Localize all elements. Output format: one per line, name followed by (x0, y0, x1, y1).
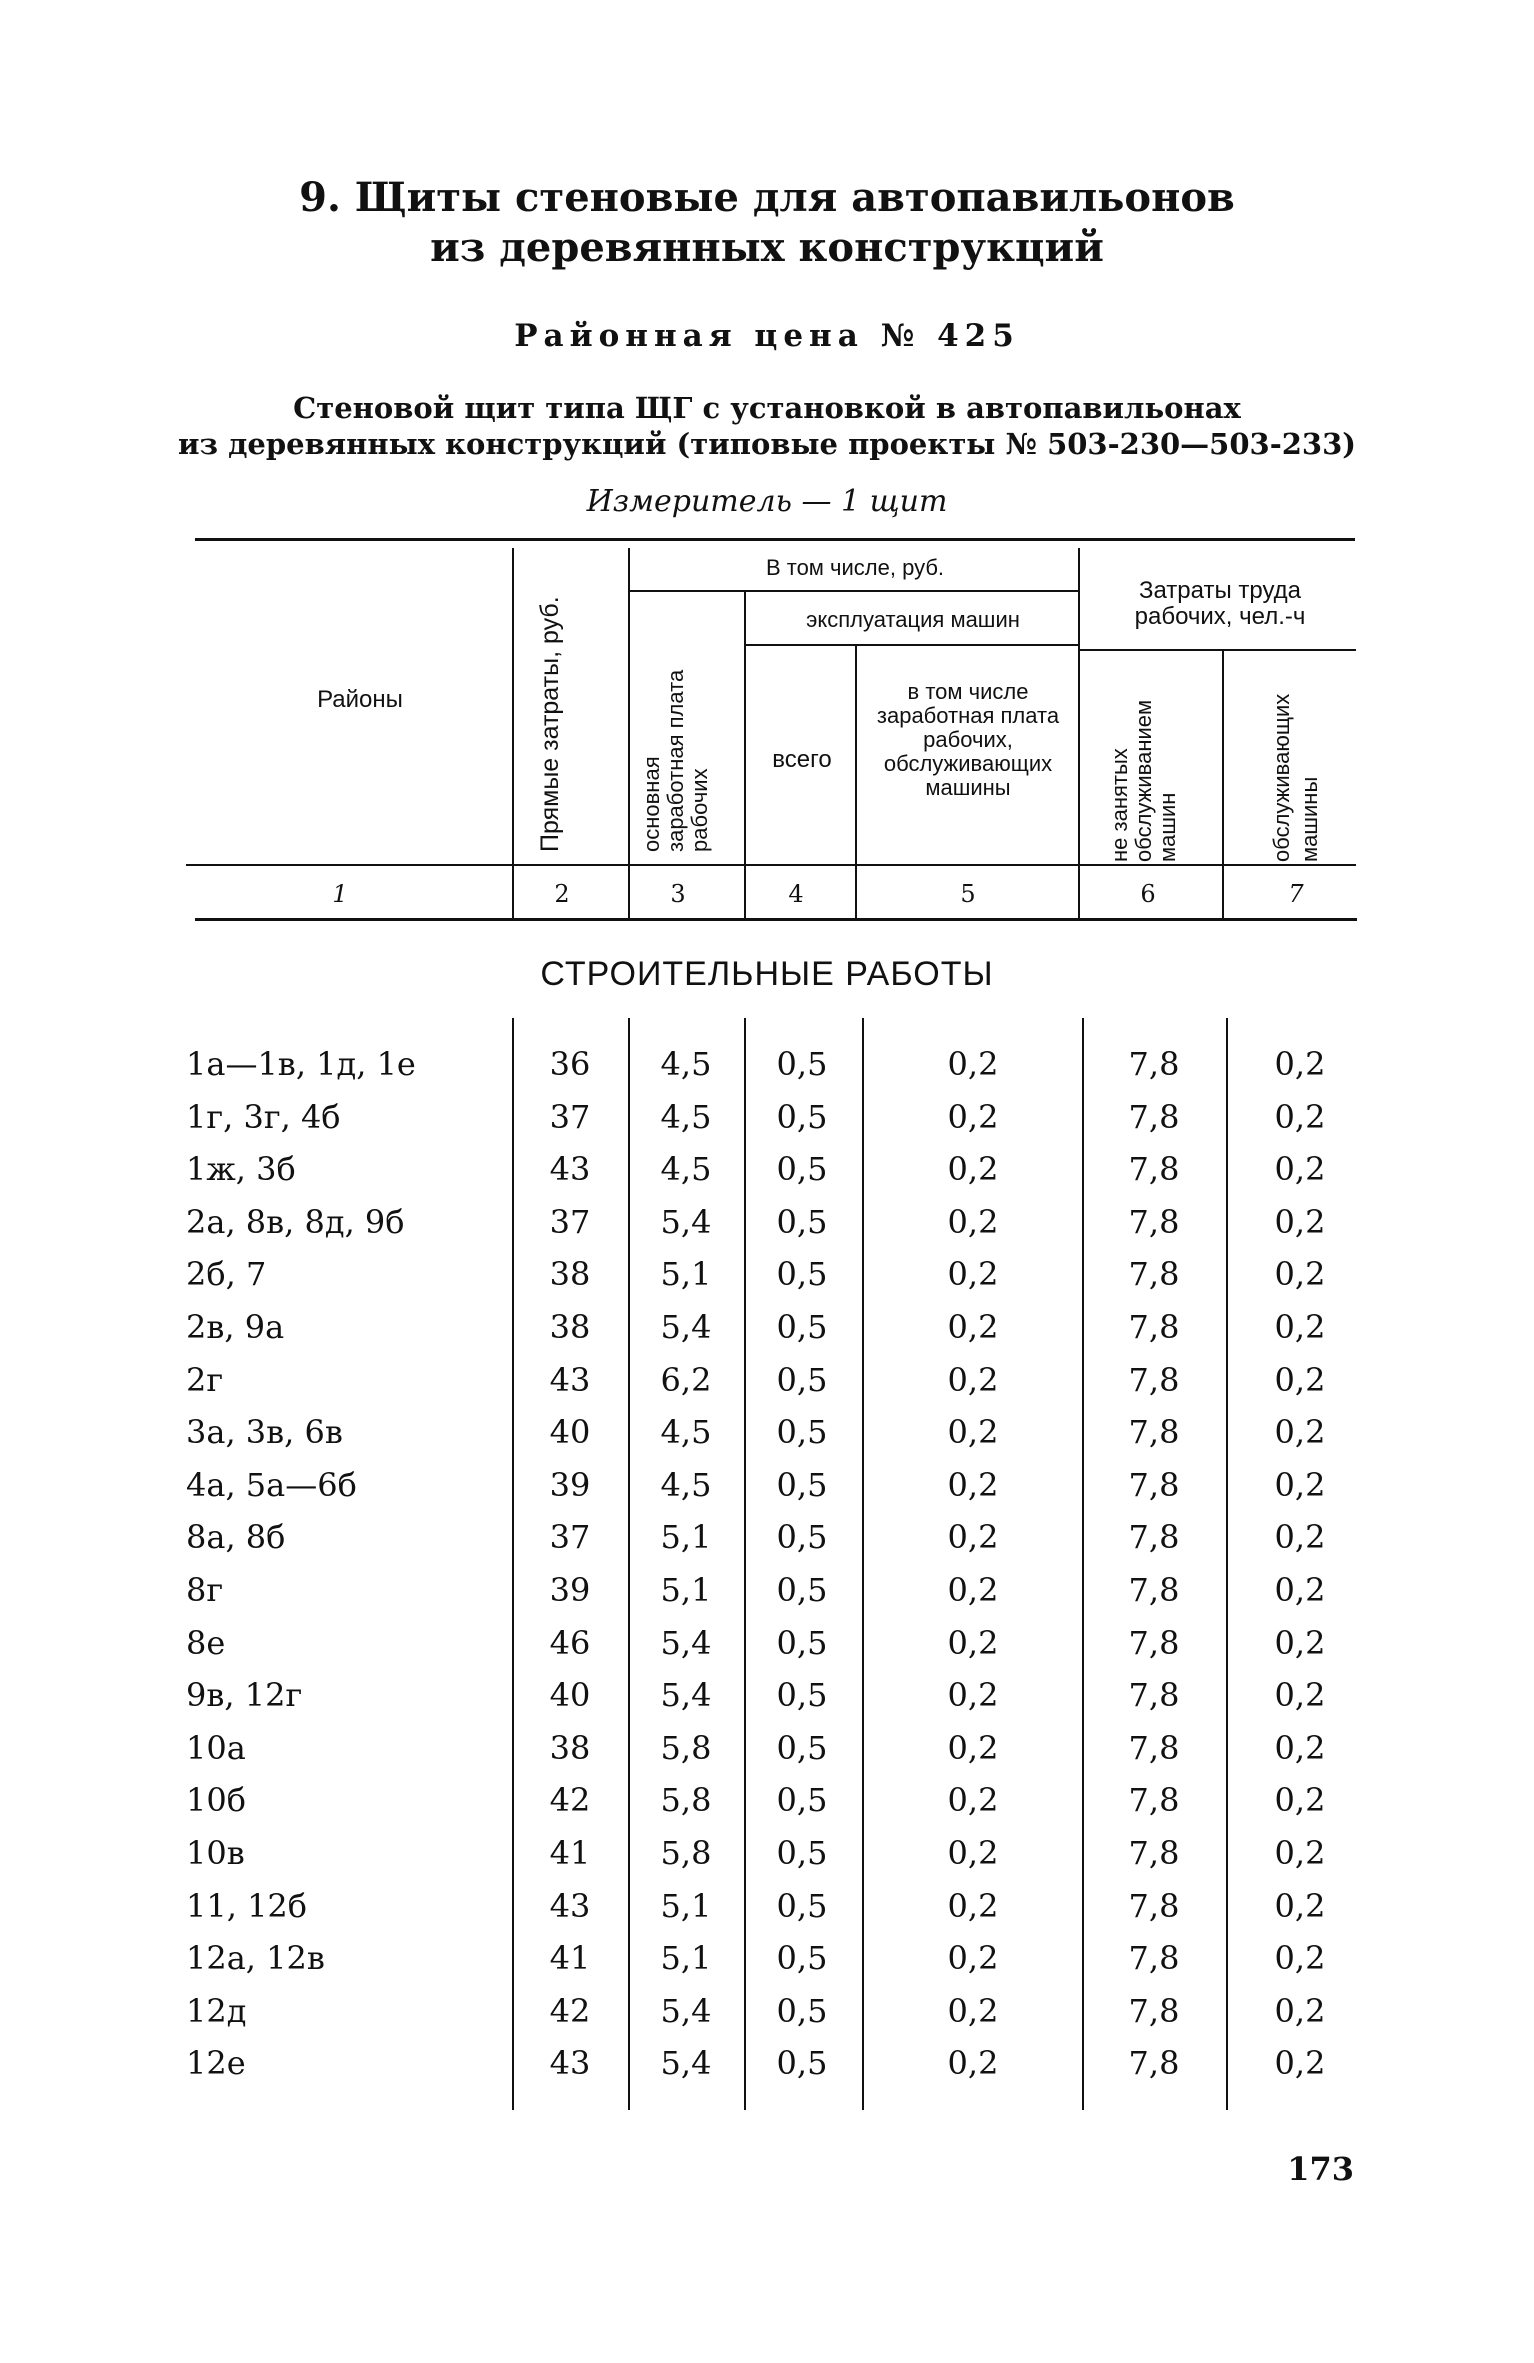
value-cell-c2: 42 (549, 1781, 591, 1820)
value-cell-c6: 7,8 (1128, 1676, 1180, 1715)
value-cell-c7: 0,2 (1274, 1465, 1326, 1504)
district-cell: 11, 12б (186, 1886, 308, 1925)
value-cell-c2: 40 (549, 1413, 591, 1452)
value-cell-c6: 7,8 (1128, 1255, 1180, 1294)
district-cell: 1а—1в, 1д, 1е (186, 1045, 416, 1083)
value-cell-c7: 0,2 (1274, 2044, 1326, 2083)
value-cell-c3: 4,5 (660, 1413, 712, 1452)
table-row (0, 1406, 1534, 1458)
value-cell-c6: 7,8 (1128, 1781, 1180, 1820)
value-cell-c2: 46 (549, 1623, 591, 1662)
header-machine-operation: эксплуатация машин (806, 607, 1020, 632)
value-cell-c5: 0,2 (947, 1886, 999, 1925)
value-cell-c7: 0,2 (1274, 1991, 1326, 2030)
value-cell-c4: 0,5 (776, 1518, 828, 1557)
value-cell-c2: 43 (549, 1886, 591, 1925)
value-cell-c7: 0,2 (1274, 1518, 1326, 1557)
header-vline-2 (628, 548, 630, 918)
column-number-6: 6 (1140, 880, 1156, 908)
header-vline-4 (855, 646, 857, 918)
value-cell-c4: 0,5 (776, 1834, 828, 1872)
value-cell-c7: 0,2 (1274, 1097, 1326, 1136)
value-cell-c2: 37 (549, 1518, 591, 1557)
table-row (0, 1511, 1534, 1563)
table-row (0, 1774, 1534, 1826)
table-row (0, 1932, 1534, 1984)
district-cell: 2в, 9а (186, 1308, 285, 1346)
value-cell-c7: 0,2 (1274, 1413, 1326, 1452)
header-vline-5 (1078, 548, 1080, 918)
subtitle-line-1: Стеновой щит типа ЩГ с установкой в автопавильонах (293, 391, 1241, 425)
value-cell-c4: 0,5 (776, 1150, 828, 1189)
value-cell-c4: 0,5 (776, 1045, 828, 1083)
price-label: Районная цена № 425 (514, 318, 1020, 354)
header-direct-costs: Прямые затраты, руб. (536, 596, 564, 852)
value-cell-c2: 41 (549, 1939, 591, 1978)
value-cell-c4: 0,5 (776, 1465, 828, 1504)
colnum-bottom-rule (195, 918, 1357, 921)
value-cell-c7: 0,2 (1274, 1360, 1326, 1399)
value-cell-c2: 37 (549, 1202, 591, 1241)
district-cell: 8а, 8б (186, 1518, 286, 1557)
table-row (0, 1301, 1534, 1353)
value-cell-c5: 0,2 (947, 1781, 999, 1820)
value-cell-c6: 7,8 (1128, 2044, 1180, 2083)
value-cell-c5: 0,2 (947, 1308, 999, 1346)
table-row (0, 1196, 1534, 1248)
header-including-rub: В том числе, руб. (765, 555, 945, 580)
district-cell: 10а (186, 1728, 246, 1767)
value-cell-c6: 7,8 (1128, 1413, 1180, 1452)
value-cell-c4: 0,5 (776, 1939, 828, 1978)
table-row (0, 1354, 1534, 1406)
value-cell-c4: 0,5 (776, 1728, 828, 1767)
labor-rule (1080, 649, 1356, 651)
value-cell-c4: 0,5 (776, 1360, 828, 1399)
value-cell-c4: 0,5 (776, 1571, 828, 1609)
value-cell-c5: 0,2 (947, 1097, 999, 1136)
value-cell-c2: 36 (549, 1045, 591, 1083)
subtitle-line-2: из деревянных конструкций (типовые проекты № 503-230—503-233) (177, 427, 1357, 461)
value-cell-c7: 0,2 (1274, 1202, 1326, 1241)
value-cell-c3: 5,4 (660, 1676, 712, 1715)
header-total: всего (772, 746, 832, 773)
value-cell-c2: 43 (549, 2044, 591, 2083)
value-cell-c3: 5,1 (660, 1255, 712, 1294)
value-cell-c3: 4,5 (660, 1150, 712, 1189)
value-cell-c6: 7,8 (1128, 1097, 1180, 1136)
header-vline-1 (512, 548, 514, 918)
value-cell-c6: 7,8 (1128, 1360, 1180, 1399)
column-number-7: 7 (1288, 880, 1304, 908)
value-cell-c7: 0,2 (1274, 1308, 1326, 1346)
value-cell-c4: 0,5 (776, 1623, 828, 1662)
value-cell-c7: 0,2 (1274, 1676, 1326, 1715)
header-basic-wage: основная заработная плата рабочих (639, 669, 712, 852)
machines-rule (746, 644, 1078, 646)
header-bottom-rule (186, 864, 1356, 866)
value-cell-c3: 5,1 (660, 1518, 712, 1557)
value-cell-c4: 0,5 (776, 1676, 828, 1715)
value-cell-c3: 5,4 (660, 2044, 712, 2083)
value-cell-c6: 7,8 (1128, 1728, 1180, 1767)
header-vline-3 (744, 592, 746, 918)
value-cell-c7: 0,2 (1274, 1886, 1326, 1925)
value-cell-c4: 0,5 (776, 1886, 828, 1925)
value-cell-c5: 0,2 (947, 1255, 999, 1294)
value-cell-c6: 7,8 (1128, 1518, 1180, 1557)
value-cell-c2: 38 (549, 1728, 591, 1767)
table-row (0, 1880, 1534, 1932)
value-cell-c2: 39 (549, 1465, 591, 1504)
header-not-employed: не занятых обслуживанием машин (1107, 699, 1180, 862)
value-cell-c5: 0,2 (947, 1202, 999, 1241)
district-cell: 1г, 3г, 4б (186, 1097, 341, 1136)
value-cell-c6: 7,8 (1128, 1150, 1180, 1189)
district-cell: 12д (186, 1991, 247, 2030)
table-row (0, 1985, 1534, 2037)
value-cell-c7: 0,2 (1274, 1939, 1326, 1978)
table-row (0, 1669, 1534, 1721)
value-cell-c2: 40 (549, 1676, 591, 1715)
table-row (0, 1617, 1534, 1669)
value-cell-c4: 0,5 (776, 1097, 828, 1136)
header-labor-costs: Затраты труда рабочих, чел.-ч (1134, 577, 1306, 630)
table-row (0, 2037, 1534, 2089)
value-cell-c3: 5,8 (660, 1834, 712, 1872)
value-cell-c3: 6,2 (660, 1360, 712, 1399)
measure-unit: Измеритель — 1 щит (586, 484, 948, 519)
value-cell-c4: 0,5 (776, 2044, 828, 2083)
district-cell: 1ж, 3б (186, 1150, 296, 1189)
district-cell: 2б, 7 (186, 1255, 267, 1294)
table-row (0, 1722, 1534, 1774)
district-cell: 10в (186, 1834, 245, 1872)
table-row (0, 1143, 1534, 1195)
value-cell-c2: 39 (549, 1571, 591, 1609)
table-row (0, 1459, 1534, 1511)
table-row (0, 1564, 1534, 1616)
value-cell-c6: 7,8 (1128, 1834, 1180, 1872)
value-cell-c7: 0,2 (1274, 1834, 1326, 1872)
value-cell-c6: 7,8 (1128, 1886, 1180, 1925)
value-cell-c4: 0,5 (776, 1991, 828, 2030)
column-number-5: 5 (960, 880, 976, 908)
value-cell-c5: 0,2 (947, 1150, 999, 1189)
header-vline-6 (1222, 651, 1224, 918)
value-cell-c4: 0,5 (776, 1781, 828, 1820)
value-cell-c5: 0,2 (947, 1939, 999, 1978)
header-districts: Районы (317, 686, 403, 713)
value-cell-c4: 0,5 (776, 1255, 828, 1294)
value-cell-c5: 0,2 (947, 1413, 999, 1452)
header-incl-wage: в том числе заработная плата рабочих, обслуживающих машины (876, 679, 1060, 800)
value-cell-c3: 5,4 (660, 1991, 712, 2030)
district-cell: 2а, 8в, 8д, 9б (186, 1202, 405, 1241)
value-cell-c3: 5,4 (660, 1308, 712, 1346)
district-cell: 4а, 5а—6б (186, 1465, 357, 1504)
value-cell-c5: 0,2 (947, 1360, 999, 1399)
table-row (0, 1248, 1534, 1300)
value-cell-c6: 7,8 (1128, 1623, 1180, 1662)
section-title-line-2: из деревянных конструкций (430, 224, 1104, 271)
section-heading: СТРОИТЕЛЬНЫЕ РАБОТЫ (540, 955, 994, 993)
value-cell-c5: 0,2 (947, 1465, 999, 1504)
value-cell-c3: 5,1 (660, 1886, 712, 1925)
value-cell-c5: 0,2 (947, 1045, 999, 1083)
value-cell-c7: 0,2 (1274, 1571, 1326, 1609)
value-cell-c6: 7,8 (1128, 1308, 1180, 1346)
value-cell-c7: 0,2 (1274, 1781, 1326, 1820)
value-cell-c6: 7,8 (1128, 1939, 1180, 1978)
value-cell-c2: 37 (549, 1097, 591, 1136)
value-cell-c3: 5,4 (660, 1202, 712, 1241)
value-cell-c6: 7,8 (1128, 1465, 1180, 1504)
value-cell-c2: 38 (549, 1255, 591, 1294)
district-cell: 10б (186, 1781, 246, 1820)
value-cell-c3: 5,1 (660, 1571, 712, 1609)
value-cell-c3: 5,1 (660, 1939, 712, 1978)
value-cell-c6: 7,8 (1128, 1991, 1180, 2030)
value-cell-c5: 0,2 (947, 1623, 999, 1662)
value-cell-c3: 4,5 (660, 1045, 712, 1083)
value-cell-c5: 0,2 (947, 1676, 999, 1715)
value-cell-c3: 4,5 (660, 1465, 712, 1504)
header-servicing: обслуживающих машины (1269, 693, 1322, 862)
table-top-rule (195, 538, 1355, 541)
column-number-2: 2 (554, 880, 570, 908)
value-cell-c6: 7,8 (1128, 1045, 1180, 1083)
table-row (0, 1827, 1534, 1879)
district-cell: 8г (186, 1571, 224, 1609)
including-rule (630, 590, 1078, 592)
district-cell: 12е (186, 2044, 246, 2083)
value-cell-c2: 42 (549, 1991, 591, 2030)
value-cell-c5: 0,2 (947, 1518, 999, 1557)
district-cell: 8е (186, 1623, 226, 1662)
value-cell-c3: 5,8 (660, 1728, 712, 1767)
value-cell-c5: 0,2 (947, 1991, 999, 2030)
value-cell-c3: 4,5 (660, 1097, 712, 1136)
value-cell-c2: 38 (549, 1308, 591, 1346)
district-cell: 12а, 12в (186, 1939, 325, 1978)
district-cell: 9в, 12г (186, 1676, 303, 1715)
value-cell-c7: 0,2 (1274, 1623, 1326, 1662)
value-cell-c7: 0,2 (1274, 1728, 1326, 1767)
value-cell-c3: 5,8 (660, 1781, 712, 1820)
value-cell-c3: 5,4 (660, 1623, 712, 1662)
value-cell-c5: 0,2 (947, 1571, 999, 1609)
column-number-4: 4 (788, 880, 804, 908)
column-number-3: 3 (670, 880, 686, 908)
value-cell-c4: 0,5 (776, 1202, 828, 1241)
value-cell-c5: 0,2 (947, 1728, 999, 1767)
value-cell-c2: 41 (549, 1834, 591, 1872)
page-number: 173 (1287, 2150, 1354, 2188)
value-cell-c6: 7,8 (1128, 1571, 1180, 1609)
district-cell: 3а, 3в, 6в (186, 1413, 343, 1452)
value-cell-c7: 0,2 (1274, 1045, 1326, 1083)
value-cell-c7: 0,2 (1274, 1255, 1326, 1294)
value-cell-c5: 0,2 (947, 1834, 999, 1872)
value-cell-c4: 0,5 (776, 1308, 828, 1346)
district-cell: 2г (186, 1360, 224, 1399)
value-cell-c6: 7,8 (1128, 1202, 1180, 1241)
value-cell-c5: 0,2 (947, 2044, 999, 2083)
column-number-1: 1 (332, 880, 348, 908)
table-row (0, 1038, 1534, 1090)
table-row (0, 1091, 1534, 1143)
value-cell-c7: 0,2 (1274, 1150, 1326, 1189)
value-cell-c4: 0,5 (776, 1413, 828, 1452)
value-cell-c2: 43 (549, 1360, 591, 1399)
value-cell-c2: 43 (549, 1150, 591, 1189)
section-title-line-1: 9. Щиты стеновые для автопавильонов (299, 174, 1235, 221)
